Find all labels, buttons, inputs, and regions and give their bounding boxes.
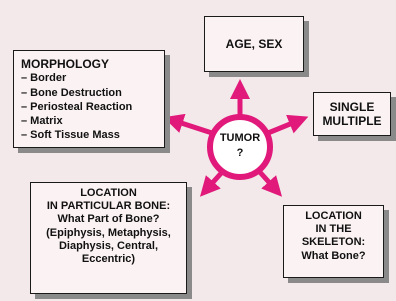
location-bone-line-4: (Epiphysis, Metaphysis, xyxy=(46,226,171,239)
location-bone-line-3: What Part of Bone? xyxy=(57,213,160,226)
arrow-to-morphology xyxy=(172,120,212,133)
morphology-item-bone-destruction: – Bone Destruction xyxy=(21,86,122,99)
location-skeleton-line-4: What Bone? xyxy=(301,249,366,262)
multiple-text: MULTIPLE xyxy=(322,114,382,128)
single-text: SINGLE xyxy=(329,99,375,114)
location-bone-line-6: Eccentric) xyxy=(81,252,136,265)
age-sex-text: AGE, SEX xyxy=(225,36,283,51)
location-bone-line-1: LOCATION xyxy=(80,187,137,199)
location-in-bone-box xyxy=(30,182,187,294)
location-skeleton-line-1: LOCATION xyxy=(305,210,362,222)
tumor-label xyxy=(214,131,266,161)
location-bone-line-2: IN PARTICULAR BONE: xyxy=(46,200,171,213)
single-multiple-box xyxy=(313,92,391,136)
morphology-item-periosteal-reaction: – Periosteal Reaction xyxy=(21,100,133,113)
tumor-question-mark: ? xyxy=(236,146,244,159)
arrow-to-location-skeleton xyxy=(258,170,276,190)
age-sex-box xyxy=(204,16,304,72)
morphology-item-soft-tissue-mass: – Soft Tissue Mass xyxy=(21,129,120,142)
arrow-to-single-multiple xyxy=(268,120,300,133)
location-in-skeleton-box xyxy=(283,205,384,278)
location-skeleton-line-3: SKELETON: xyxy=(301,236,366,249)
morphology-list xyxy=(21,72,164,142)
morphology-item-border: – Border xyxy=(21,72,67,85)
morphology-box xyxy=(13,50,165,148)
location-skeleton-line-2: IN THE xyxy=(315,223,352,236)
morphology-title: MORPHOLOGY xyxy=(21,57,110,71)
morphology-item-matrix: – Matrix xyxy=(21,114,63,127)
tumor-title: TUMOR xyxy=(219,132,261,144)
location-bone-line-5: Diaphysis, Central, xyxy=(58,239,159,252)
